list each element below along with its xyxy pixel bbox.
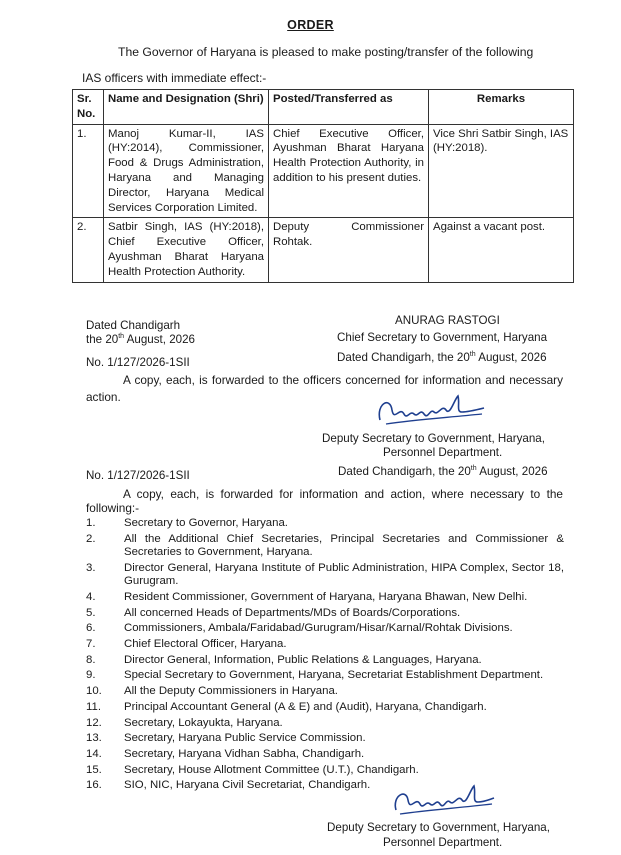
list-item: [86, 701, 564, 714]
endorsement-date: Dated Chandigarh, the 20th August, 2026: [337, 351, 547, 364]
department-name: Personnel Department.: [383, 446, 503, 459]
list-item: [86, 764, 564, 777]
list-item-number: 2.: [86, 532, 96, 545]
endorsement-text: A copy, each, is forwarded for information and action, where necessary to the following:-: [86, 487, 563, 515]
list-item-text: Secretary, House Allotment Committee (U.T.), Chandigarh.: [124, 763, 419, 776]
intro-line-1: The Governor of Haryana is pleased to make posting/transfer of the following: [118, 45, 534, 59]
list-item-text: Principal Accountant General (A & E) and (Audit), Haryana, Chandigarh.: [124, 700, 487, 713]
list-item-number: 7.: [86, 638, 96, 651]
list-item: [86, 732, 564, 745]
list-item-number: 4.: [86, 590, 96, 603]
dated-date: the 20th August, 2026: [86, 333, 195, 346]
list-item-text: All concerned Heads of Departments/MDs of Boards/Corporations.: [124, 606, 461, 619]
list-item-text: Secretary, Haryana Vidhan Sabha, Chandigarh.: [124, 747, 365, 760]
intro-line-2: IAS officers with immediate effect:-: [82, 71, 267, 85]
deputy-secretary-title: Deputy Secretary to Government, Haryana,: [322, 432, 545, 445]
list-item-number: 11.: [86, 700, 101, 713]
list-item-number: 9.: [86, 669, 96, 682]
list-item-number: 16.: [86, 779, 102, 792]
list-item: [86, 562, 564, 589]
endorsement-date: Dated Chandigarh, the 20th August, 2026: [338, 465, 548, 478]
dated-place: Dated Chandigarh: [86, 319, 181, 332]
list-item-number: 6.: [86, 622, 96, 635]
row-sr: 2.: [73, 218, 104, 282]
list-item-text: Resident Commissioner, Government of Haryana, Haryana Bhawan, New Delhi.: [124, 590, 528, 603]
list-item-number: 10.: [86, 685, 102, 698]
list-item-number: 5.: [86, 606, 96, 619]
list-item-text: Secretary to Governor, Haryana.: [124, 517, 288, 529]
endorsement-number: No. 1/127/2026-1SII: [86, 356, 190, 369]
row-posted-as: Deputy Commissioner Rohtak.: [269, 218, 429, 282]
list-item-number: 12.: [86, 716, 102, 729]
endorsement-text: A copy, each, is forwarded to the officers concerned for information and necessary action.: [86, 373, 563, 404]
row-name-designation: Manoj Kumar-II, IAS (HY:2014), Commissioner, Food & Drugs Administration, Haryana and Managing Director, Haryana Medical Services Corporation Limited.: [104, 124, 269, 218]
row-posted-as: Chief Executive Officer, Ayushman Bharat Haryana Health Protection Authority, in addition to his present duties.: [269, 124, 429, 218]
row-sr: 1.: [73, 124, 104, 218]
list-item-text: SIO, NIC, Haryana Civil Secretariat, Chandigarh.: [124, 779, 371, 792]
header-posted-as: Posted/Transferred as: [269, 90, 429, 125]
list-item: [86, 591, 564, 604]
table-header-row: [73, 90, 574, 125]
list-item-number: 13.: [86, 732, 102, 745]
row-name-designation: Satbir Singh, IAS (HY:2018), Chief Executive Officer, Ayushman Bharat Haryana Health Protection Authority.: [104, 218, 269, 282]
signature-mark: [388, 782, 498, 822]
table-row: [73, 124, 574, 218]
list-item-text: Director General, Information, Public Relations & Languages, Haryana.: [124, 653, 482, 666]
list-item-text: Director General, Haryana Institute of Public Administration, HIPA Complex, Sector 18, Gurugram.: [124, 561, 564, 588]
list-item-number: 14.: [86, 747, 102, 760]
list-item-number: 15.: [86, 763, 102, 776]
list-item-text: All the Additional Chief Secretaries, Principal Secretaries and Commissioner & Secretaries to Government, Haryana.: [124, 532, 564, 559]
list-item: [86, 622, 564, 635]
signatory-name: ANURAG RASTOGI: [395, 314, 500, 327]
signatory-title: Chief Secretary to Government, Haryana: [337, 331, 548, 344]
row-remarks: Against a vacant post.: [429, 218, 574, 282]
list-item: [86, 748, 564, 761]
department-name: Personnel Department.: [383, 836, 503, 849]
list-item-text: Secretary, Haryana Public Service Commission.: [124, 732, 366, 745]
list-item-number: 3.: [86, 561, 96, 574]
header-remarks: Remarks: [429, 90, 574, 125]
list-item: [86, 669, 564, 682]
list-item: [86, 685, 564, 698]
distribution-list: [86, 517, 564, 795]
list-item: [86, 654, 564, 667]
row-remarks: Vice Shri Satbir Singh, IAS (HY:2018).: [429, 124, 574, 218]
list-item-number: 1.: [86, 517, 96, 529]
table-row: [73, 218, 574, 282]
posting-table: [72, 89, 574, 283]
list-item-text: Chief Electoral Officer, Haryana.: [124, 638, 287, 651]
list-item-text: Commissioners, Ambala/Faridabad/Gurugram/Hisar/Karnal/Rohtak Divisions.: [124, 622, 513, 635]
list-item: [86, 533, 564, 560]
list-item: [86, 517, 564, 530]
header-sr-no: Sr. No.: [73, 90, 104, 125]
list-item-text: Secretary, Lokayukta, Haryana.: [124, 716, 283, 729]
endorsement-number: No. 1/127/2026-1SII: [86, 469, 190, 482]
list-item: [86, 607, 564, 620]
deputy-secretary-title: Deputy Secretary to Government, Haryana,: [327, 821, 550, 834]
order-title: ORDER: [287, 18, 334, 32]
list-item: [86, 638, 564, 651]
signature-mark: [372, 390, 490, 432]
header-name-designation: Name and Designation (Shri): [104, 90, 269, 125]
list-item-text: Special Secretary to Government, Haryana, Secretariat Establishment Department.: [124, 669, 544, 682]
list-item-text: All the Deputy Commissioners in Haryana.: [124, 685, 338, 698]
list-item: [86, 717, 564, 730]
list-item-number: 8.: [86, 653, 96, 666]
